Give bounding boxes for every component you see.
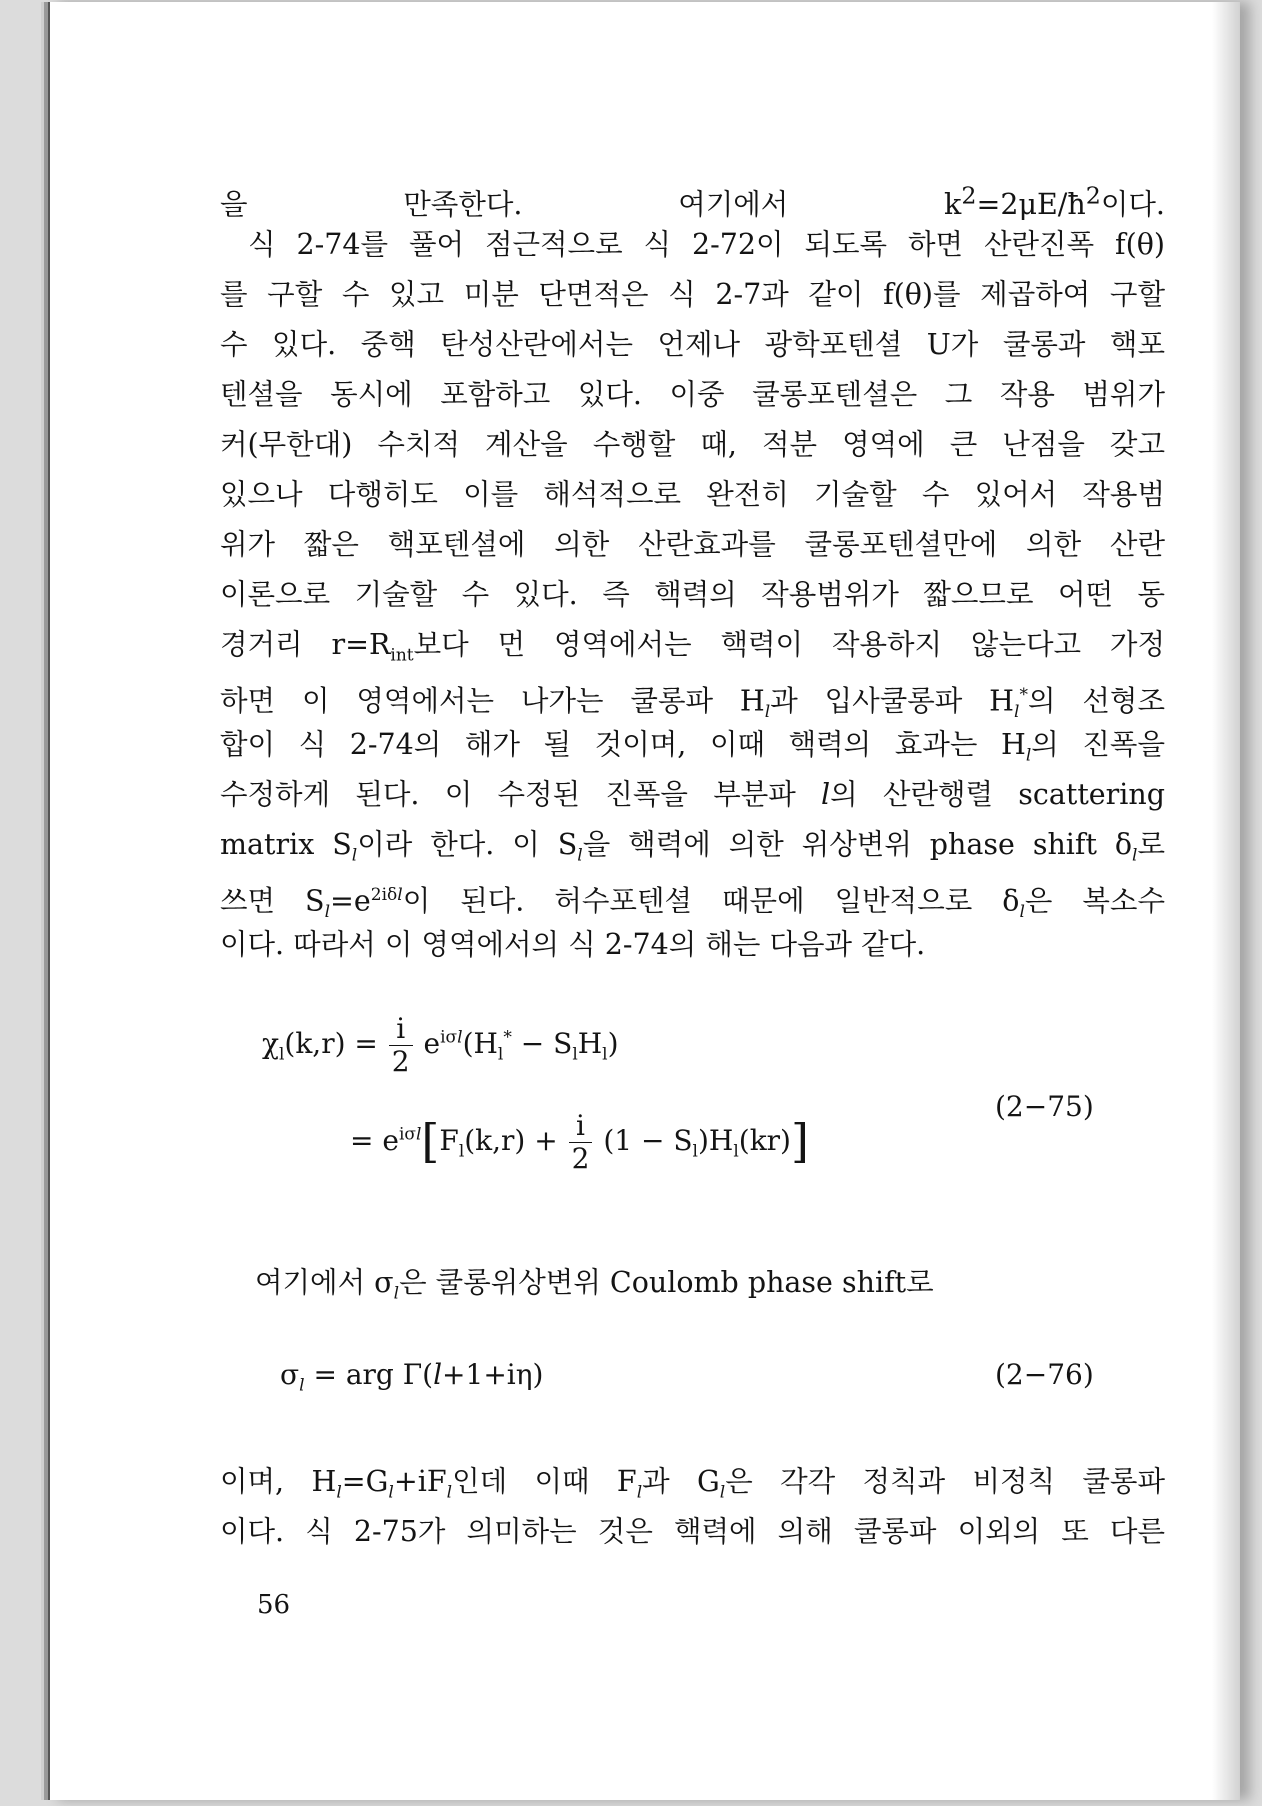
page-number: 56 xyxy=(257,1590,291,1620)
text-line: 수정하게 된다. 이 수정된 진폭을 부분파 l의 산란행렬 scattering xyxy=(220,778,1165,811)
equation-number-2-76: (2−76) xyxy=(995,1358,1094,1391)
text-line: 이다. 식 2-75가 의미하는 것은 핵력에 의해 쿨롱파 이외의 또 다른 xyxy=(220,1515,1165,1548)
text-line: 하면 이 영역에서는 나가는 쿨롱파 $H_l$과 입사쿨롱파 $H_l^*$의 선형조 xyxy=(220,684,1165,723)
text-line: 이며, $H_l=G_l+iF_l$인데 이때 $F_l$과 $G_l$은 각각 정칙과 비정칙 쿨롱파 xyxy=(220,1465,1165,1503)
equation-2-75-line1: $\chi_l(k,r)$ = $\frac{i}{2}$ $e^{i\sigma l}(H_l^* - S_lH_l)$ xyxy=(262,1012,619,1078)
text-line: 텐셜을 동시에 포함하고 있다. 이중 쿨롱포텐셜은 그 작용 범위가 xyxy=(220,378,1165,411)
text-line: 있으나 다행히도 이를 해석적으로 완전히 기술할 수 있어서 작용범 xyxy=(220,478,1165,511)
text-line: 쓰면 $S_l=e^{2i\delta l}$이 된다. 허수포텐셜 때문에 일반적으로 $\delta_l$은 복소수 xyxy=(220,884,1165,923)
text-line: 이다. 따라서 이 영역에서의 식 2-74의 해는 다음과 같다. xyxy=(220,928,926,961)
sigma-definition-sentence: 여기에서 $\sigma_l$은 쿨롱위상변위 Coulomb phase shift로 xyxy=(255,1266,934,1304)
text-line: 경거리 $r=R_{int}$보다 먼 영역에서는 핵력이 작용하지 않는다고 가정 xyxy=(220,628,1165,666)
page-edge-shadow xyxy=(1212,2,1240,1800)
text-line: 커(무한대) 수치적 계산을 수행할 때, 적분 영역에 큰 난점을 갖고 xyxy=(220,428,1165,461)
equation-2-75-line2: = $e^{i\sigma l}[F_l(k,r)$ + $\frac{i}{2}$ $(1 - S_l)H_l(kr)$] xyxy=(350,1109,809,1175)
paragraph-main xyxy=(220,170,1165,970)
text-line: 식 2-74를 풀어 점근적으로 식 2-72이 되도록 하면 산란진폭 f(θ) xyxy=(248,228,1165,261)
text-line: 을 만족한다. 여기에서 $k^2=2\mu E/ħ^2$이다. xyxy=(220,181,1165,221)
text-line: 를 구할 수 있고 미분 단면적은 식 2-7과 같이 f(θ)를 제곱하여 구할 xyxy=(220,278,1165,311)
text-line: 합이 식 2-74의 해가 될 것이며, 이때 핵력의 효과는 $H_l$의 진폭을 xyxy=(220,728,1165,766)
equation-number-2-75: (2−75) xyxy=(995,1090,1094,1123)
text-line: matrix $S_l$이라 한다. 이 $S_l$을 핵력에 의한 위상변위 phase shift $\delta_l$로 xyxy=(220,828,1165,866)
book-page xyxy=(48,2,1240,1800)
text-line: 위가 짧은 핵포텐셜에 의한 산란효과를 쿨롱포텐셜만에 의한 산란 xyxy=(220,528,1165,561)
equation-2-76: $\sigma_l$ = arg Γ(l+1+iη) xyxy=(280,1358,544,1396)
text-line: 이론으로 기술할 수 있다. 즉 핵력의 작용범위가 짧으므로 어떤 동 xyxy=(220,578,1165,611)
text-line: 수 있다. 중핵 탄성산란에서는 언제나 광학포텐셜 U가 쿨롱과 핵포 xyxy=(220,328,1165,361)
paragraph-after-equations xyxy=(220,1457,1165,1557)
